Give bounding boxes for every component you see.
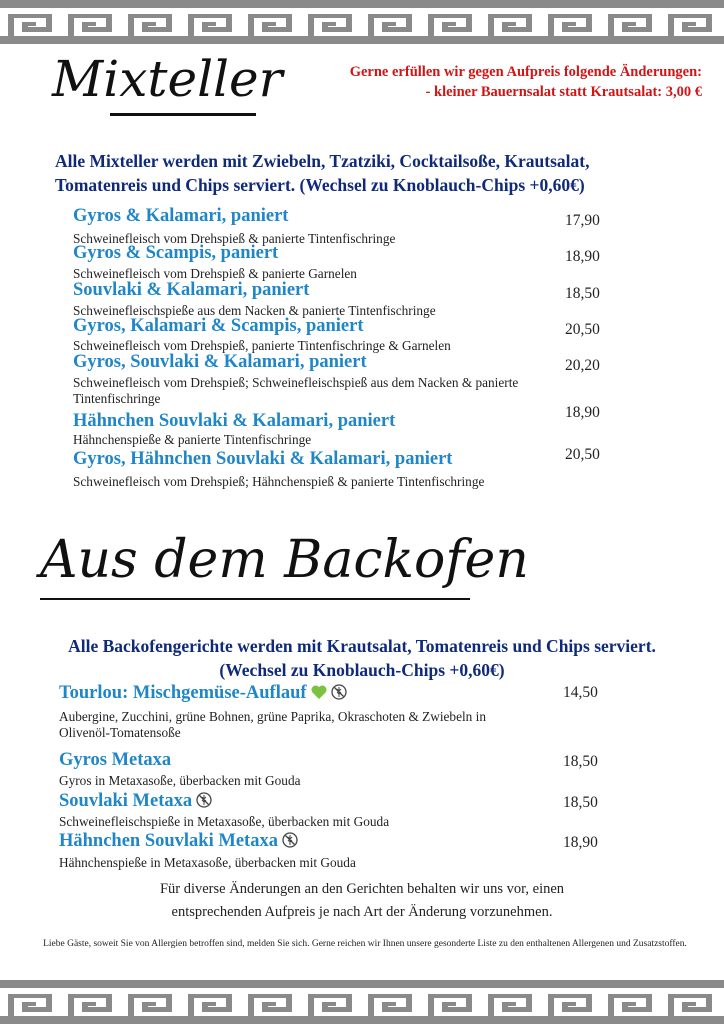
item-description: Schweinefleischspieße in Metaxasoße, überbacken mit Gouda xyxy=(59,814,390,829)
item-price: 18,90 xyxy=(565,404,600,421)
gluten-free-icon xyxy=(282,832,298,848)
item-description: Schweinefleisch vom Drehspieß; Hähnchenspieß & panierte Tintenfischringe xyxy=(73,474,485,489)
vegan-heart-icon xyxy=(311,684,327,700)
item-description: Schweinefleisch vom Drehspieß & panierte Tintenfischringe xyxy=(73,231,396,246)
mixteller-intro: Alle Mixteller werden mit Zwiebeln, Tzatziki, Cocktailsoße, Krautsalat, Tomatenreis und Chips serviert. (Wechsel zu Knoblauch-Chips +0,60€) xyxy=(55,151,590,195)
item-price: 18,50 xyxy=(565,285,600,302)
title-underline xyxy=(40,598,470,600)
backofen-title: Aus dem Backofen xyxy=(40,530,529,590)
item-price: 20,50 xyxy=(565,321,600,338)
backofen-intro: Alle Backofengerichte werden mit Krautsalat, Tomatenreis und Chips serviert. (Wechsel zu Knoblauch-Chips +0,60€) xyxy=(68,636,656,680)
item-name: Hähnchen Souvlaki Metaxa xyxy=(59,831,298,852)
price-change-note: Für diverse Änderungen an den Gerichten behalten wir uns vor, einen entsprechenden Aufpreis je nach Art der Änderung vorzunehmen. xyxy=(159,881,565,920)
item-name: Hähnchen Souvlaki & Kalamari, paniert xyxy=(73,411,396,431)
item-description: Schweinefleischspieße aus dem Nacken & panierte Tintenfischringe xyxy=(73,303,436,318)
greek-key-border-bottom xyxy=(0,980,724,1024)
title-underline xyxy=(110,113,256,116)
gluten-free-icon xyxy=(196,792,212,808)
item-name: Tourlou: Mischgemüse-Auflauf xyxy=(59,683,347,704)
greek-key-border-top xyxy=(0,0,724,44)
item-name: Souvlaki Metaxa xyxy=(59,791,212,812)
item-price: 20,20 xyxy=(565,357,600,374)
item-price: 18,50 xyxy=(563,794,598,811)
item-price: 17,90 xyxy=(565,212,600,229)
item-description: Schweinefleisch vom Drehspieß & panierte Garnelen xyxy=(73,266,357,281)
item-name: Gyros & Kalamari, paniert xyxy=(73,206,289,226)
mixteller-title: Mixteller xyxy=(52,50,283,108)
upgrade-notice: Gerne erfüllen wir gegen Aufpreis folgende Änderungen: - kleiner Bauernsalat statt Krautsalat: 3,00 € xyxy=(349,64,702,100)
item-description: Schweinefleisch vom Drehspieß; Schweinefleischspieß aus dem Nacken & panierte Tintenfischringe xyxy=(73,375,519,406)
item-description: Hähnchenspieße in Metaxasoße, überbacken mit Gouda xyxy=(59,855,356,870)
item-name: Gyros, Kalamari & Scampis, paniert xyxy=(73,316,364,336)
item-name: Gyros, Souvlaki & Kalamari, paniert xyxy=(73,352,367,372)
item-name: Gyros, Hähnchen Souvlaki & Kalamari, paniert xyxy=(73,449,453,469)
item-price: 18,90 xyxy=(565,248,600,265)
item-name: Gyros & Scampis, paniert xyxy=(73,243,279,263)
allergy-notice: Liebe Gäste, soweit Sie von Allergien betroffen sind, melden Sie sich. Gerne reichen wir Ihnen unsere gesonderte Liste zu den enthaltenen Allergenen und Zusatzstoffen. xyxy=(43,939,687,949)
gluten-free-icon xyxy=(331,684,347,700)
item-description: Gyros in Metaxasoße, überbacken mit Gouda xyxy=(59,773,301,788)
item-description: Schweinefleisch vom Drehspieß, panierte Tintenfischringe & Garnelen xyxy=(73,338,451,353)
item-price: 18,50 xyxy=(563,753,598,770)
item-name: Souvlaki & Kalamari, paniert xyxy=(73,280,310,300)
item-price: 14,50 xyxy=(563,684,598,701)
item-name: Gyros Metaxa xyxy=(59,750,172,770)
item-description: Hähnchenspieße & panierte Tintenfischringe xyxy=(73,432,312,447)
item-price: 20,50 xyxy=(565,446,600,463)
item-description: Aubergine, Zucchini, grüne Bohnen, grüne Paprika, Okraschoten & Zwiebeln in Olivenöl-Tomatensoße xyxy=(59,709,486,740)
item-price: 18,90 xyxy=(563,834,598,851)
